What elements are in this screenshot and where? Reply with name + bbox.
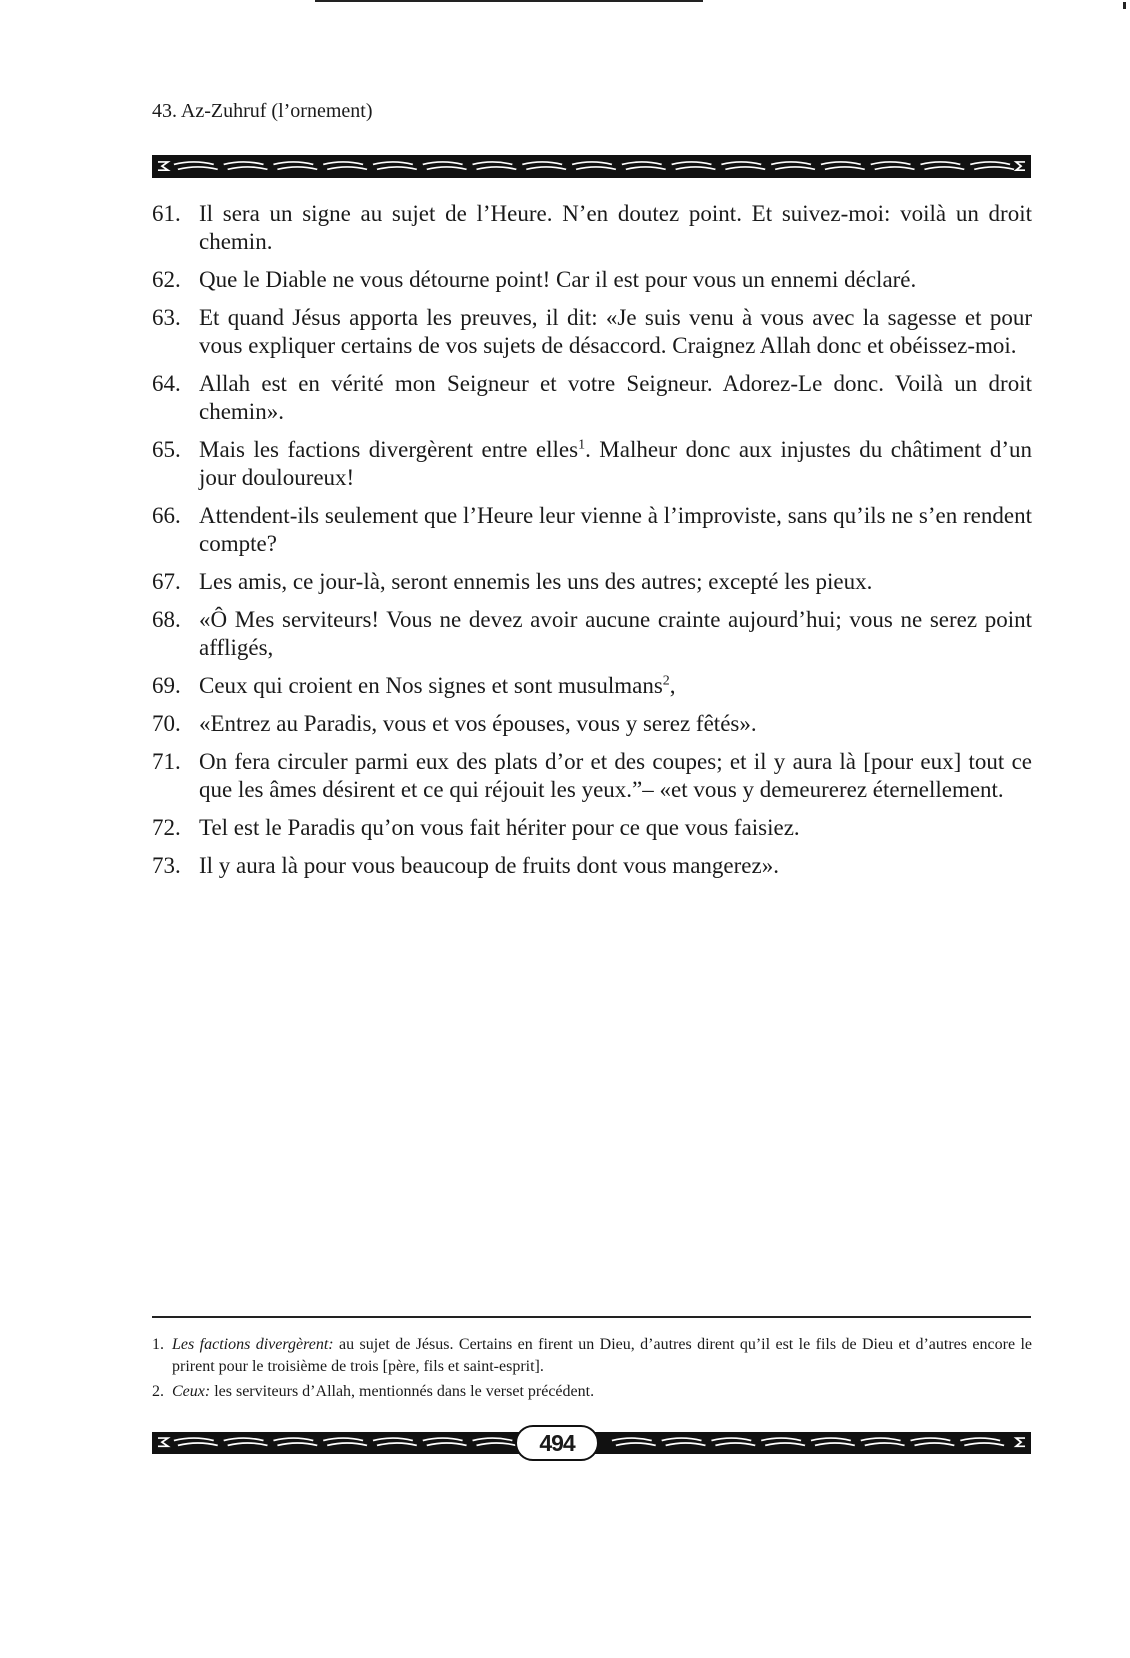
verse-number: 72. — [152, 815, 181, 840]
corner-mark — [1123, 2, 1126, 9]
verse-72 — [152, 814, 1032, 842]
footnote-number: 1. — [152, 1336, 164, 1353]
footnote-ref-1: 1 — [578, 437, 586, 453]
footnote-ref-2: 2 — [662, 673, 670, 689]
verse-number: 73. — [152, 853, 181, 878]
verse-text-part: , — [669, 673, 676, 698]
footnote-body: les serviteurs d’Allah, mentionnés dans le verset précédent. — [210, 1383, 595, 1400]
verse-70 — [152, 710, 1032, 738]
verse-text: Les amis, ce jour-là, seront ennemis les uns des autres; excepté les pieux. — [199, 569, 873, 594]
verse-text: Allah est en vérité mon Seigneur et votre Seigneur. Adorez-Le donc. Voilà un droit chemin». — [199, 371, 1032, 424]
ornamental-band-top — [152, 155, 1031, 178]
footnote-2 — [152, 1381, 1032, 1403]
verse-text: Que le Diable ne vous détourne point! Car il est pour vous un ennemi déclaré. — [199, 267, 917, 292]
verse-number: 70. — [152, 711, 181, 736]
verse-66 — [152, 502, 1032, 558]
verse-71 — [152, 748, 1032, 804]
footnote-term: Les factions divergèrent: — [172, 1336, 334, 1353]
verse-65 — [152, 436, 1032, 492]
verse-text — [199, 672, 1032, 700]
verse-number: 65. — [152, 437, 181, 462]
verse-text: Et quand Jésus apporta les preuves, il dit: «Je suis venu à vous avec la sagesse et pour vous expliquer certains de vos sujets de désaccord. Craignez Allah donc et obéissez-moi. — [199, 305, 1032, 358]
verse-text-part: . Malheur donc aux injustes du châtiment d’un jour douloureux! — [199, 437, 1032, 490]
verse-68 — [152, 606, 1032, 662]
verse-67 — [152, 568, 1032, 596]
footnote-term: Ceux: — [172, 1383, 211, 1400]
footnote-text — [172, 1381, 1032, 1403]
verse-text: «Entrez au Paradis, vous et vos épouses, vous y serez fêtés». — [199, 711, 757, 736]
chapter-title: 43. Az-Zuhruf (l’ornement) — [152, 100, 373, 122]
ornament-pattern-top — [154, 157, 1029, 176]
verse-number: 67. — [152, 569, 181, 594]
footnote-1 — [152, 1334, 1032, 1378]
verse-64 — [152, 370, 1032, 426]
verse-text: Il y aura là pour vous beaucoup de fruits dont vous mangerez». — [199, 853, 779, 878]
verse-number: 71. — [152, 749, 181, 774]
verse-text: Il sera un signe au sujet de l’Heure. N’en doutez point. Et suivez-moi: voilà un droit chemin. — [199, 201, 1032, 254]
footnote-divider — [152, 1316, 1031, 1318]
verse-number: 64. — [152, 371, 181, 396]
verse-text-part: Ceux qui croient en Nos signes et sont musulmans — [199, 673, 663, 698]
footnote-number: 2. — [152, 1383, 164, 1400]
verse-number: 63. — [152, 305, 181, 330]
verse-number: 61. — [152, 201, 181, 226]
footnote-text — [172, 1334, 1032, 1378]
page-number: 494 — [515, 1425, 599, 1461]
verse-text-part: Mais les factions divergèrent entre elles — [199, 437, 579, 462]
verse-69 — [152, 672, 1032, 700]
verse-number: 62. — [152, 267, 181, 292]
verse-number: 68. — [152, 607, 181, 632]
verse-73 — [152, 852, 1032, 880]
verse-text — [199, 436, 1032, 492]
verse-text: Tel est le Paradis qu’on vous fait hériter pour ce que vous faisiez. — [199, 815, 800, 840]
verse-number: 69. — [152, 673, 181, 698]
verse-61 — [152, 200, 1032, 256]
footnote-list — [152, 1334, 1032, 1406]
verse-text: «Ô Mes serviteurs! Vous ne devez avoir aucune crainte aujourd’hui; vous ne serez point affligés, — [199, 607, 1032, 660]
verse-63 — [152, 304, 1032, 360]
verse-list — [152, 200, 1032, 890]
footnote-body: au sujet de Jésus. Certains en firent un Dieu, d’autres dirent qu’il est le fils de Dieu et d’autres encore le prirent pour le troisième de trois [père, fils et saint-esprit]. — [172, 1336, 1033, 1375]
verse-text: On fera circuler parmi eux des plats d’or et des coupes; et il y aura là [pour eux] tout ce que les âmes désirent et ce qui réjouit les yeux.”– «et vous y demeurerez éternellement. — [199, 749, 1032, 802]
verse-text: Attendent-ils seulement que l’Heure leur vienne à l’improviste, sans qu’ils ne s’en rendent compte? — [199, 503, 1032, 556]
verse-62 — [152, 266, 1032, 294]
verse-number: 66. — [152, 503, 181, 528]
top-rule — [315, 0, 703, 2]
